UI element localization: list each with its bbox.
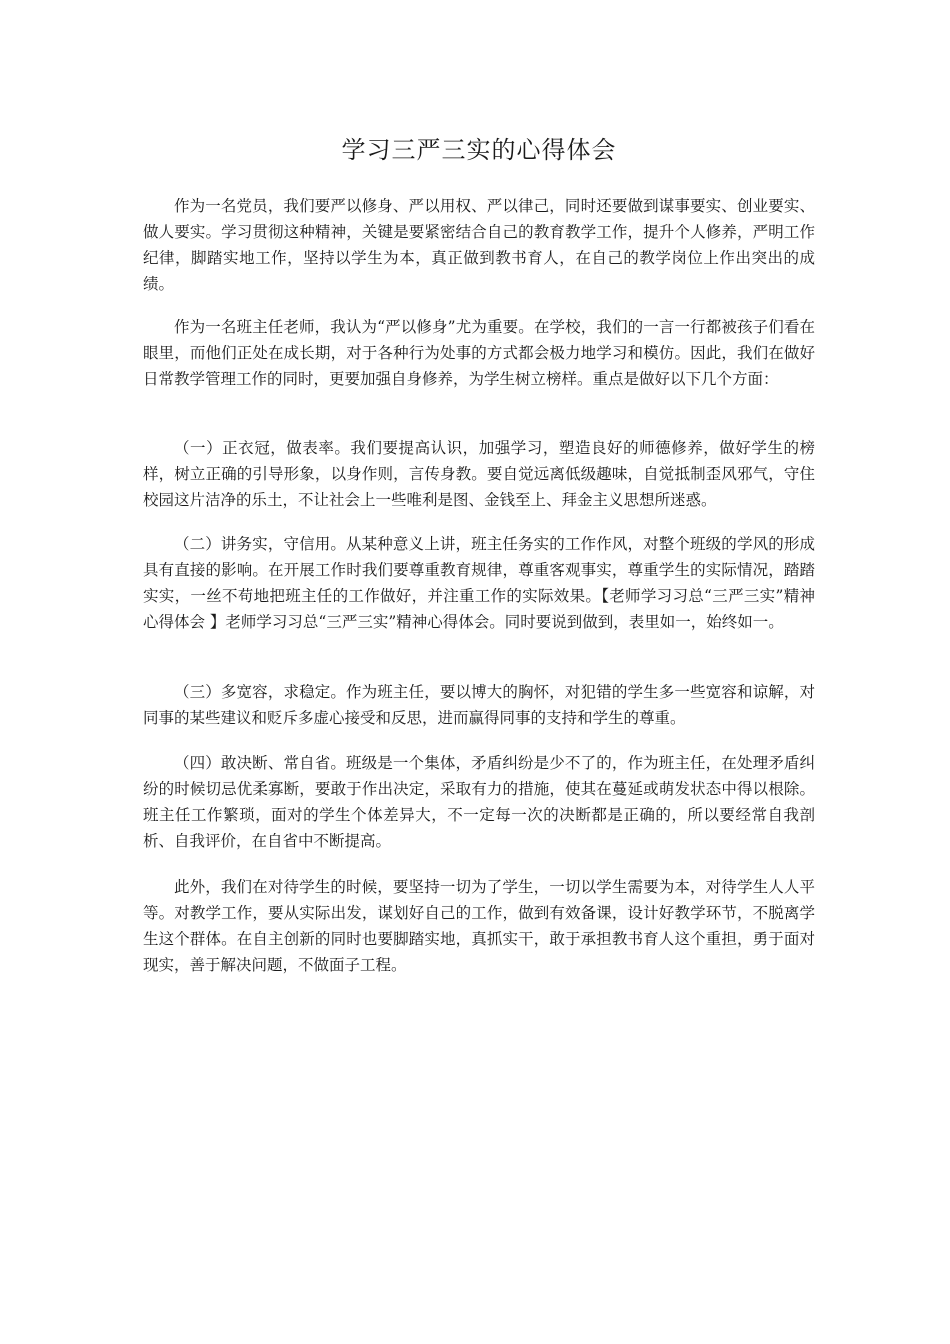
document-page [143, 0, 815, 1344]
paragraph-intro: 作为一名党员，我们要严以修身、严以用权、严以律己，同时还要做到谋事要实、创业要实、做人要实。学习贯彻这种精神，关键是要紧密结合自己的教育教学工作，提升个人修养，严明工作纪律，脚踏实地工作，坚持以学生为本，真正做到教书育人，在自己的教学岗位上作出突出的成绩。 [143, 197, 815, 293]
paragraph-point-1: （一）正衣冠，做表率。我们要提高认识，加强学习，塑造良好的师德修养，做好学生的榜样，树立正确的引导形象，以身作则，言传身教。要自觉远离低级趣味，自觉抵制歪风邪气，守住校园这片洁净的乐土，不让社会上一些唯利是图、金钱至上、拜金主义思想所迷惑。 [143, 439, 815, 509]
document-title: 学习三严三实的心得体会 [341, 136, 617, 164]
paragraph-point-4: （四）敢决断、常自省。班级是一个集体，矛盾纠纷是少不了的，作为班主任，在处理矛盾纠纷的时候切忌优柔寡断，要敢于作出决定，采取有力的措施，使其在蔓延或萌发状态中得以根除。班主任工作繁琐，面对的学生个体差异大，不一定每一次的决断都是正确的，所以要经常自我剖析、自我评价，在自省中不断提高。 [143, 754, 815, 850]
paragraph-point-3: （三）多宽容，求稳定。作为班主任，要以博大的胸怀，对犯错的学生多一些宽容和谅解，对同事的某些建议和贬斥多虚心接受和反思，进而赢得同事的支持和学生的尊重。 [143, 683, 815, 727]
paragraph-point-2: （二）讲务实，守信用。从某种意义上讲，班主任务实的工作作风，对整个班级的学风的形成具有直接的影响。在开展工作时我们要尊重教育规律，尊重客观事实，尊重学生的实际情况，踏踏实实，一丝不苟地把班主任的工作做好，并注重工作的实际效果。【老师学习习总“三严三实”精神心得体会 】老师学习习总“三严三实”精神心得体会。同时要说到做到，表里如一，始终如一。 [143, 535, 815, 631]
paragraph-self-cultivation: 作为一名班主任老师，我认为“严以修身”尤为重要。在学校，我们的一言一行都被孩子们看在眼里，而他们正处在成长期，对于各种行为处事的方式都会极力地学习和模仿。因此，我们在做好日常教学管理工作的同时，更要加强自身修养，为学生树立榜样。重点是做好以下几个方面： [143, 318, 815, 388]
paragraph-conclusion: 此外，我们在对待学生的时候，要坚持一切为了学生，一切以学生需要为本，对待学生人人平等。对教学工作，要从实际出发，谋划好自己的工作，做到有效备课，设计好教学环节，不脱离学生这个群体。在自主创新的同时也要脚踏实地，真抓实干，敢于承担教书育人这个重担，勇于面对现实，善于解决问题，不做面子工程。 [143, 878, 815, 974]
